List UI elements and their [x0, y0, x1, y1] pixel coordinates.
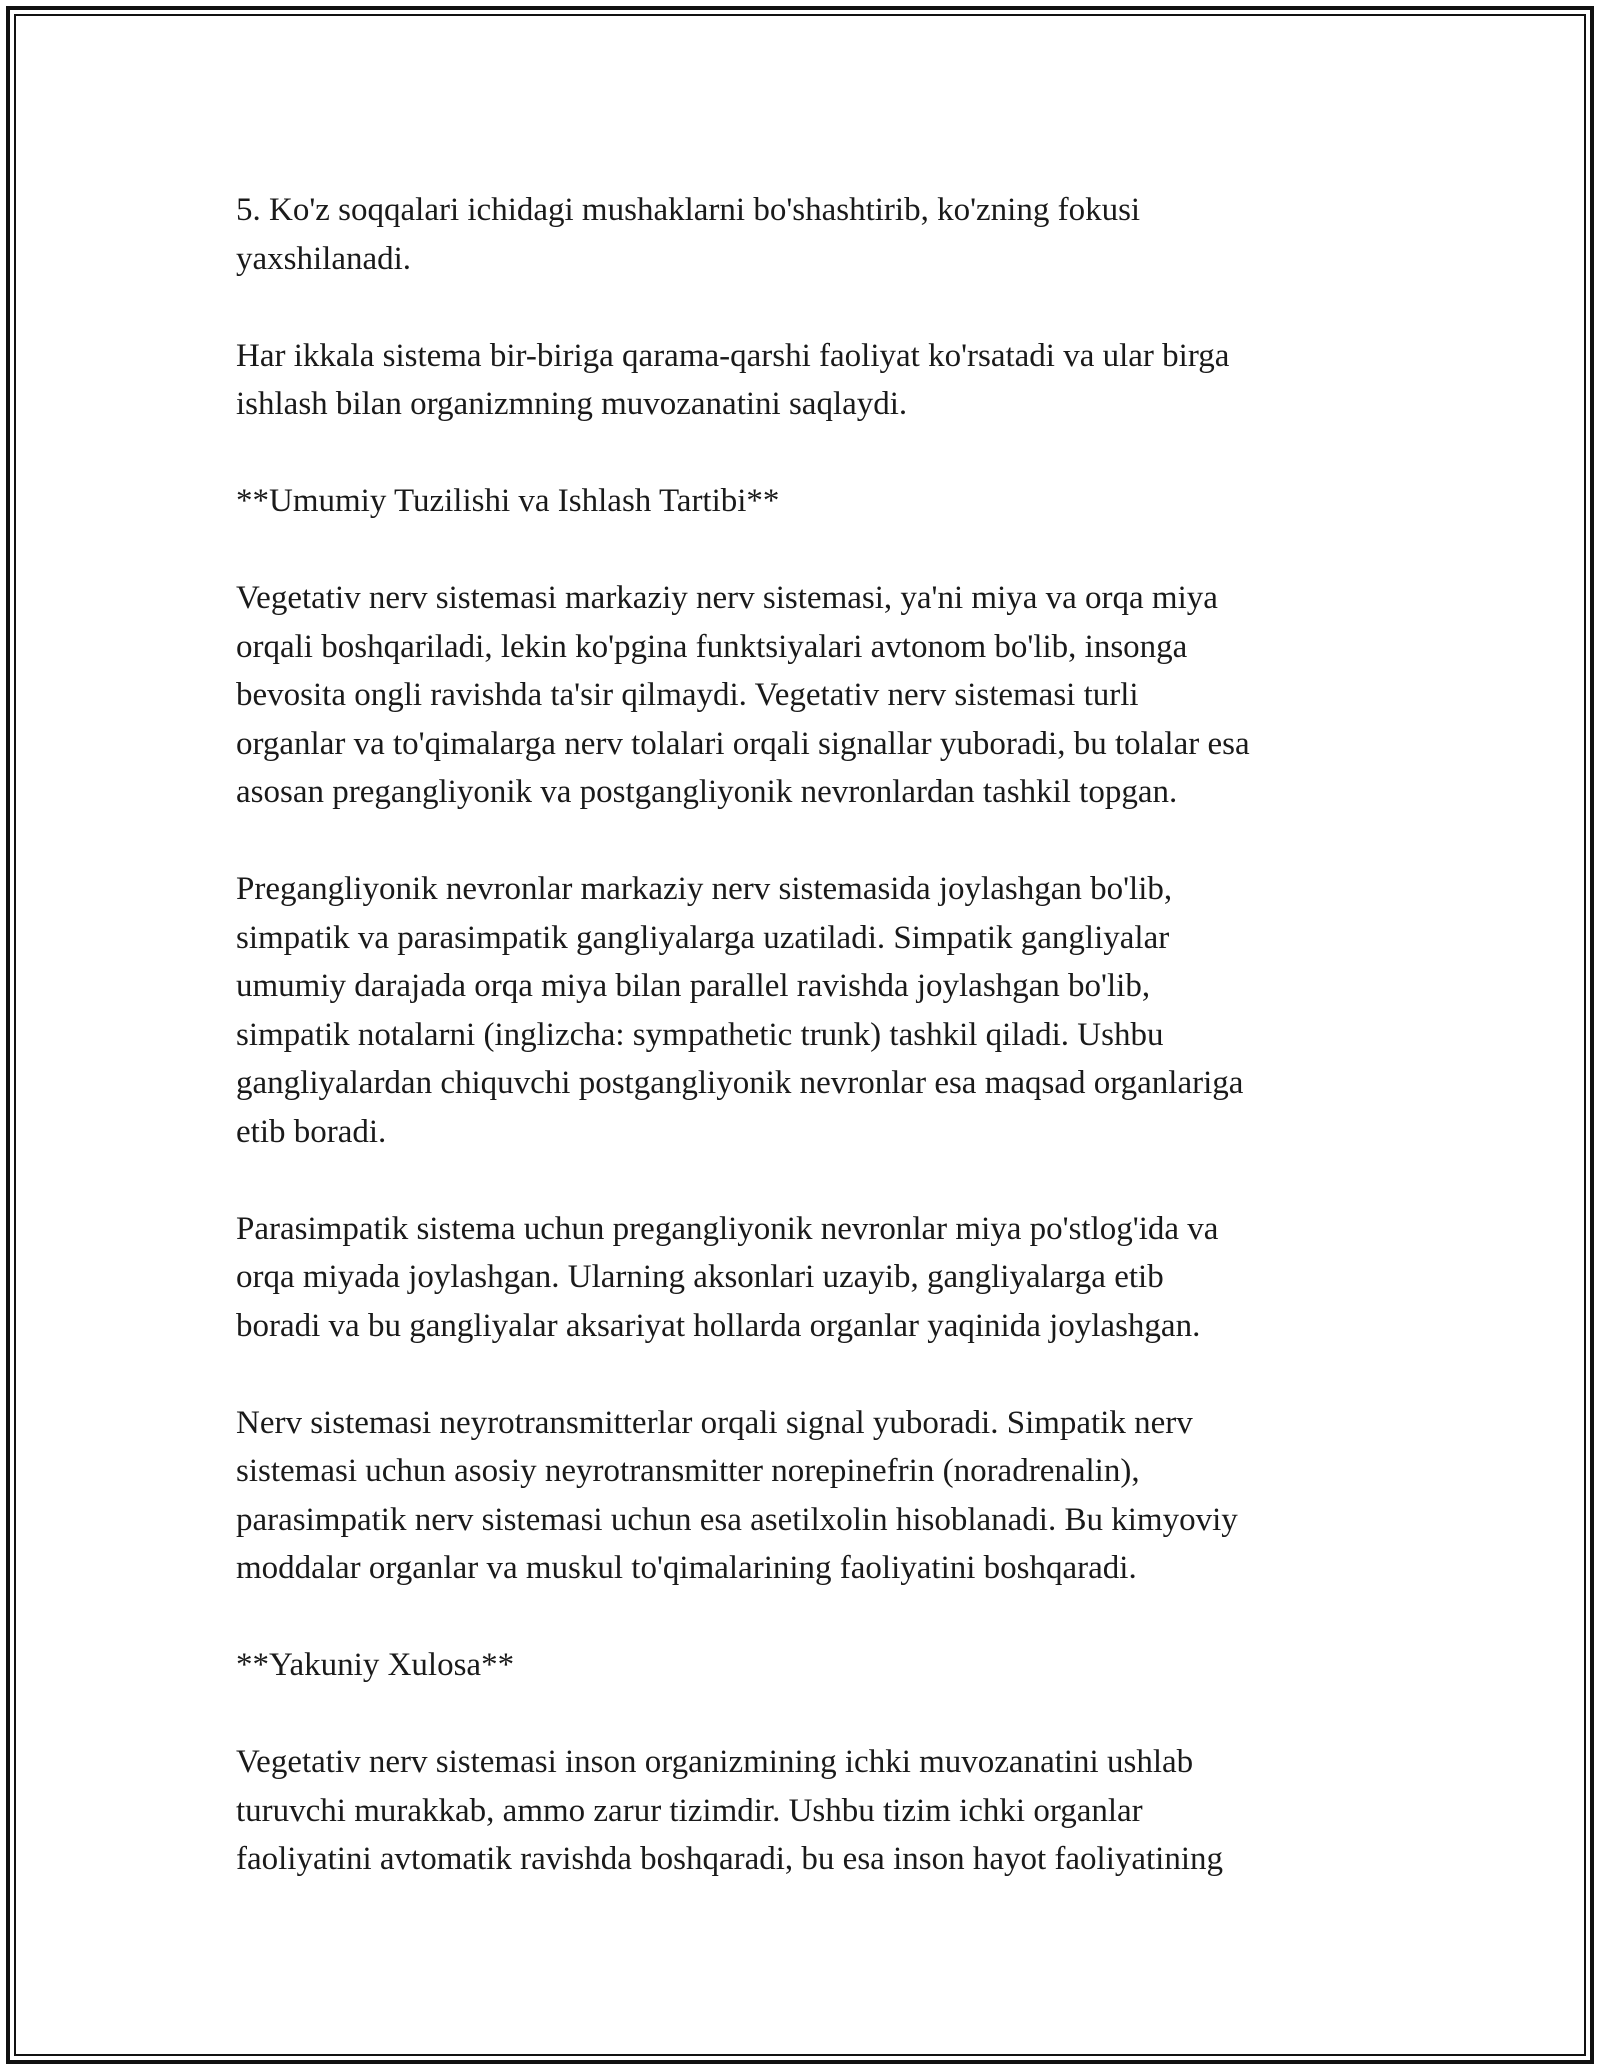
document-body: [236, 186, 1376, 1932]
paragraph-neurotransmitters: Nerv sistemasi neyrotransmitterlar orqali signal yuboradi. Simpatik nerv sistemasi uchun asosiy neyrotransmitter norepinefrin (noradrenalin), parasimpatik nerv sistemasi uchun esa asetilxolin hisoblanadi. Bu kimyoviy moddalar organlar va muskul to'qimalarining faoliyatini boshqaradi.: [236, 1404, 1238, 1586]
paragraph-list-item-5: 5. Ko'z soqqalari ichidagi mushaklarni bo'shashtirib, ko'zning fokusi yaxshilanadi.: [236, 192, 1141, 277]
paragraph-control: Vegetativ nerv sistemasi markaziy nerv sistemasi, ya'ni miya va orqa miya orqali boshqariladi, lekin ko'pgina funktsiyalari avtonom bo'lib, insonga bevosita ongli ravishda ta'sir qilmaydi. Vegetativ nerv sistemasi turli organlar va to'qimalarga nerv tolalari orqali signallar yuboradi, bu tolalar esa asosan pregangliyonik va postgangliyonik nevronlardan tashkil topgan.: [236, 580, 1250, 810]
paragraph-conclusion: Vegetativ nerv sistemasi inson organizmining ichki muvozanatini ushlab turuvchi murakkab, ammo zarur tizimdir. Ushbu tizim ichki organlar faoliyatini avtomatik ravishda boshqaradi, bu esa inson hayot faoliyatining: [236, 1744, 1224, 1877]
paragraph-balance: Har ikkala sistema bir-biriga qarama-qarshi faoliyat ko'rsatadi va ular birga ishlash bilan organizmning muvozanatini saqlaydi.: [236, 337, 1230, 422]
paragraph-preganglionic: Pregangliyonik nevronlar markaziy nerv sistemasida joylashgan bo'lib, simpatik va parasimpatik gangliyalarga uzatiladi. Simpatik gangliyalar umumiy darajada orqa miya bilan parallel ravishda joylashgan bo'lib, simpatik notalarni (inglizcha: sympathetic trunk) tashkil qiladi. Ushbu gangliyalardan chiquvchi postgangliyonik nevronlar esa maqsad organlariga etib boradi.: [236, 871, 1244, 1150]
section-heading-structure: **Umumiy Tuzilishi va Ishlash Tartibi**: [236, 483, 780, 519]
section-heading-conclusion: **Yakuniy Xulosa**: [236, 1647, 515, 1683]
paragraph-parasympathetic: Parasimpatik sistema uchun pregangliyonik nevronlar miya po'stlog'ida va orqa miyada joylashgan. Ularning aksonlari uzayib, gangliyalarga etib boradi va bu gangliyalar aksariyat hollarda organlar yaqinida joylashgan.: [236, 1210, 1219, 1344]
